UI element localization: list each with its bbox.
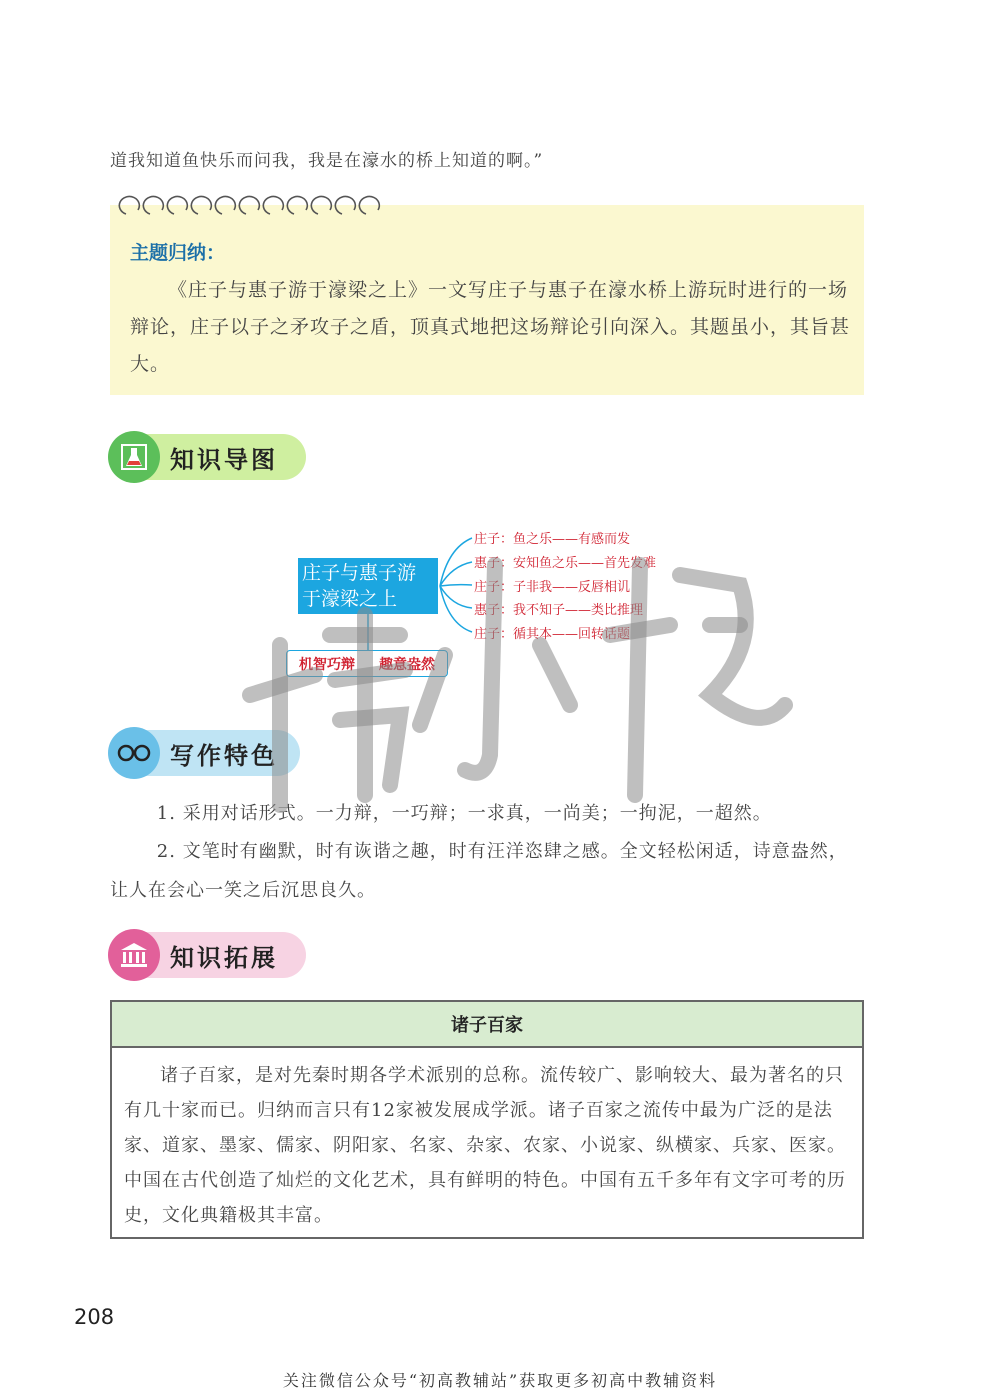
section-title: 知识导图 (170, 445, 278, 474)
writing-point-2: 2. 文笔时有幽默，时有诙谐之趣，时有汪洋恣肆之感。全文轻松闲适，诗意盎然，让人在会心一笑之后沉思良久。 (110, 841, 848, 901)
extension-heading: 诸子百家 (112, 1002, 862, 1048)
section-title: 写作特色 (170, 741, 278, 770)
mind-map-center: 庄子与惠子游于濠梁之上 (298, 558, 438, 614)
extension-text: 诸子百家，是对先秦时期各学术派别的总称。流传较广、影响较大、最为著名的只有几十家而已。归纳而言只有12家被发展成学派。诸子百家之流传中最为广泛的是法家、道家、墨家、儒家、阴阳家、名家、杂家、农家、小说家、纵横家、兵家、医家。中国在古代创造了灿烂的文化艺术，具有鲜明的特色。中国有五千多年有文字可考的历史，文化典籍极其丰富。 (124, 1065, 846, 1226)
summary-title: 主题归纳： (130, 242, 226, 264)
mind-map-item: 惠子：我不知子——类比推理 (474, 603, 644, 618)
mind-map-summary-left: 机智巧辩 (299, 656, 355, 673)
spiral-binding-icon (116, 194, 396, 218)
mind-map-item: 惠子：安知鱼之乐——首先发难 (474, 556, 657, 571)
section-writing-features (110, 730, 300, 776)
mind-map-item: 庄子：鱼之乐——有感而发 (474, 532, 631, 547)
mind-map-summary (286, 650, 448, 677)
glasses-icon (108, 727, 160, 779)
writing-point-1: 1. 采用对话形式。一力辩，一巧辩；一求真，一尚美；一拘泥，一超然。 (156, 803, 772, 824)
summary-text: 《庄子与惠子游于濠梁之上》一文写庄子与惠子在濠水桥上游玩时进行的一场辩论，庄子以子之矛攻子之盾，顶真式地把这场辩论引向深入。其题虽小，其旨甚大。 (130, 279, 851, 375)
section-knowledge-map (110, 434, 306, 480)
footer-note: 关注微信公众号“初高教辅站”获取更多初高中教辅资料 (282, 1371, 718, 1390)
flask-icon (108, 431, 160, 483)
extension-table (110, 1000, 864, 1239)
section-knowledge-extension (110, 932, 306, 978)
mind-map-item: 庄子：子非我——反唇相讥 (474, 580, 631, 595)
page-number: 208 (74, 1305, 115, 1329)
mind-map-summary-right: 趣意盎然 (379, 656, 435, 673)
mind-map-item: 庄子：循其本——回转话题 (474, 627, 631, 642)
top-line-text: 道我知道鱼快乐而问我，我是在濠水的桥上知道的啊。” (110, 151, 544, 171)
section-title: 知识拓展 (170, 943, 278, 972)
museum-icon (108, 929, 160, 981)
